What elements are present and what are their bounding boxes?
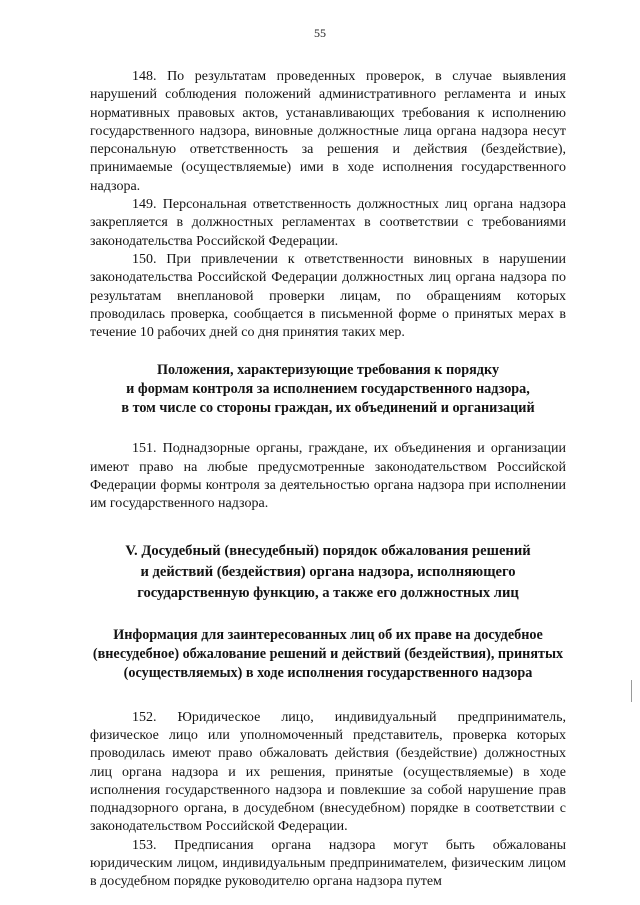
spacer	[90, 683, 566, 709]
spacer	[90, 604, 566, 626]
heading-information	[90, 626, 566, 683]
heading-line: в том числе со стороны граждан, их объединений и организаций	[121, 400, 535, 417]
heading-line: государственную функцию, а также его должностных лиц	[137, 584, 519, 601]
heading-line: (осуществляемых) в ходе исполнения государственного надзора	[123, 664, 533, 681]
scan-margin-mark	[631, 680, 632, 702]
paragraph-153: 153. Предписания органа надзора могут быть обжалованы юридическим лицом, индивидуальным предпринимателем, физическим лицом в досудебном порядке руководителю органа надзора путем	[90, 837, 566, 890]
heading-section-v	[90, 541, 566, 604]
heading-line: и формам контроля за исполнением государственного надзора,	[126, 381, 530, 398]
page-number: 55	[314, 26, 326, 40]
spacer	[90, 342, 566, 361]
paragraph-150: 150. При привлечении к ответственности виновных в нарушении законодательства Российской Федерации должностных лиц органа надзора по результатам внеплановой проверки лицам, по обращениям которых проводилась проверка, сообщается в письменной форме о принятых мерах в течение 10 рабочих дней со дня принятия таких мер.	[90, 251, 566, 341]
spacer	[90, 418, 566, 440]
heading-line: и действий (бездействия) органа надзора, исполняющего	[140, 563, 516, 580]
heading-line: Информация для заинтересованных лиц об их праве на досудебное	[113, 626, 543, 643]
spacer	[90, 514, 566, 541]
heading-line: Положения, характеризующие требования к порядку	[156, 362, 500, 379]
paragraph-152: 152. Юридическое лицо, индивидуальный предприниматель, физическое лицо или уполномоченный представитель, проверка которых проводилась имеют право обжаловать действия (бездействие) должностных лиц органа надзора и их решения, принятые (осуществляемые) в ходе исполнения государственного надзора и повлекшие за собой нарушение прав поднадзорного органа, в досудебном (внесудебном) порядке в соответствии с законодательством Российской Федерации.	[90, 709, 566, 835]
paragraph-149: 149. Персональная ответственность должностных лиц органа надзора закрепляется в должностных регламентах в соответствии с требованиями законодательства Российской Федерации.	[90, 197, 566, 249]
heading-line: (внесудебное) обжалование решений и действий (бездействия), принятых	[92, 645, 564, 662]
heading-line: V. Досудебный (внесудебный) порядок обжалования решений	[125, 542, 531, 559]
paragraph-148: 148. По результатам проведенных проверок, в случае выявления нарушений соблюдения положений административного регламента и иных нормативных правовых актов, устанавливающих требования к исполнению государственного надзора, виновные должностные лица органа надзора несут персональную ответственность за решения и действия (бездействие), принимаемые (осуществляемые) ими в ходе исполнения государственного надзора.	[90, 69, 566, 194]
paragraph-151: 151. Поднадзорные органы, граждане, их объединения и организации имеют право на любые предусмотренные законодательством Российской Федерации формы контроля за деятельностью органа надзора при исполнении им государственного надзора.	[90, 441, 566, 512]
document-body	[90, 68, 566, 892]
heading-control-requirements	[90, 361, 566, 418]
